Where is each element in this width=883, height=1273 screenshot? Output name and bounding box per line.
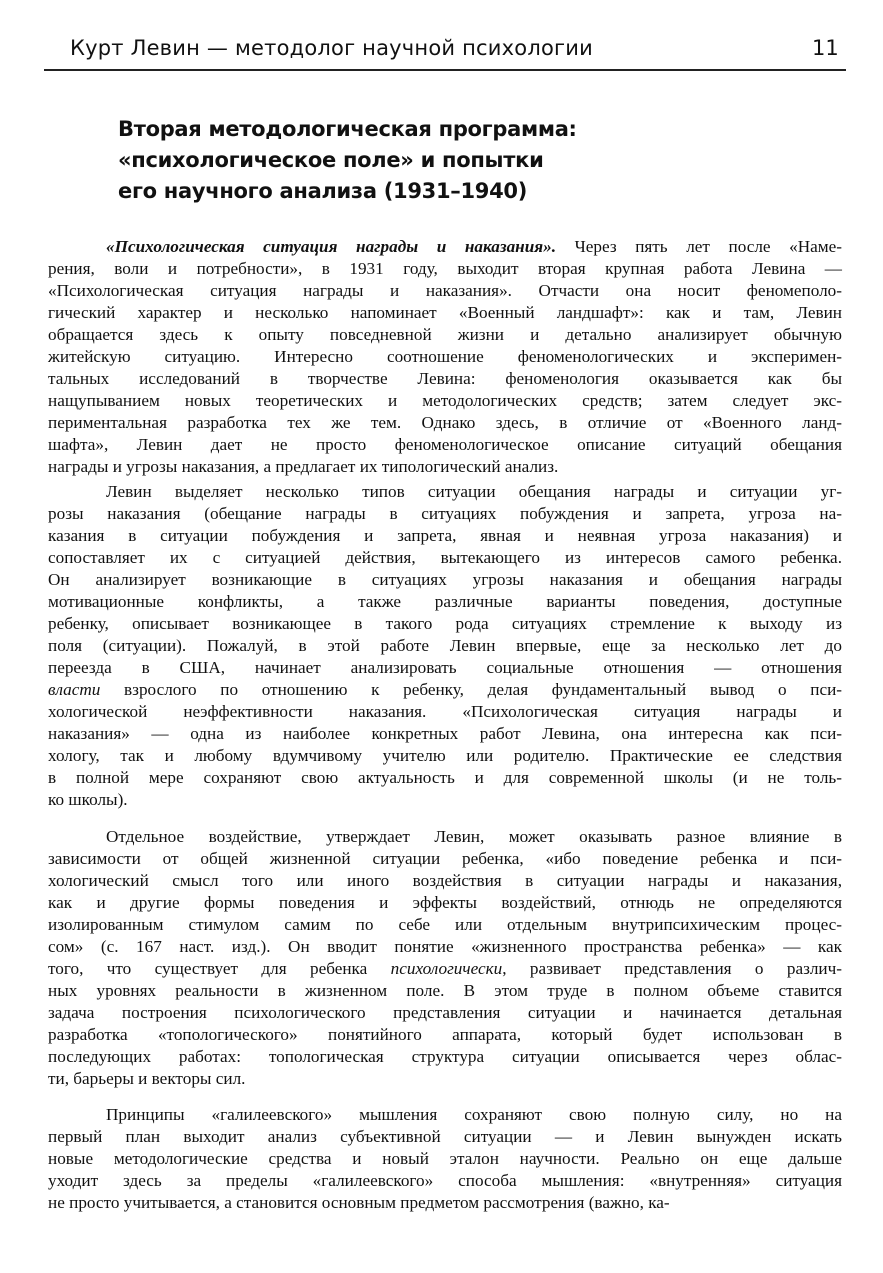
text-line [48, 1170, 842, 1192]
text-run: как и другие формы поведения и эффекты воздействий, отнюдь не определяются [48, 893, 842, 912]
text-run: новые методологические средства и новый эталон научности. Реально он еще дальше [48, 1149, 842, 1168]
text-line [48, 236, 842, 258]
text-line [48, 936, 842, 958]
text-run: рения, воли и потребности», в 1931 году, выходит вторая крупная работа Левина — [48, 259, 842, 278]
text-run: хологический смысл того или иного воздействия в ситуации награды и наказания, [48, 871, 842, 890]
text-run: того, что существует для ребенка [48, 959, 391, 978]
text-run: сопоставляет их с ситуацией действия, вытекающего из интересов самого ребенка. [48, 548, 842, 567]
emphasized-text: власти [48, 680, 101, 699]
text-run: Он анализирует возникающие в ситуациях угрозы наказания и обещания награды [48, 570, 842, 589]
text-line [48, 745, 842, 767]
running-head: Курт Левин — методолог научной психологии [70, 36, 593, 60]
text-run: гический характер и несколько напоминает «Военный ландшафт»: как и там, Левин [48, 303, 842, 322]
text-line [48, 701, 842, 723]
text-line [48, 870, 842, 892]
text-line [48, 1024, 842, 1046]
text-line [48, 848, 842, 870]
text-line [48, 456, 842, 478]
text-line [48, 346, 842, 368]
text-line [48, 434, 842, 456]
text-line [48, 525, 842, 547]
text-run: тальных исследований в творчестве Левина: феноменология оказывается как бы [48, 369, 842, 388]
text-run: «Психологическая ситуация награды и наказания». Отчасти она носит феномеполо- [48, 281, 842, 300]
text-run: не просто учитывается, а становится основным предметом рассмотрения (важно, ка- [48, 1193, 670, 1212]
text-line [48, 324, 842, 346]
text-line [48, 302, 842, 324]
text-line [48, 1068, 842, 1090]
text-line [48, 569, 842, 591]
text-run: обращается здесь к опыту повседневной жизни и детально анализирует обычную [48, 325, 842, 344]
paragraph-1 [48, 236, 842, 478]
text-line [48, 958, 842, 980]
text-run: хологу, так и любому вдумчивому учителю или родителю. Практические ее следствия [48, 746, 842, 765]
text-run: разработка «топологического» понятийного аппарата, который будет использован в [48, 1025, 842, 1044]
text-run: ко школы). [48, 790, 128, 809]
text-run: Через пять лет после «Наме- [556, 237, 842, 256]
text-run: награды и угрозы наказания, а предлагает их типологический анализ. [48, 457, 559, 476]
text-run: розы наказания (обещание награды в ситуациях побуждения и запрета, угроза на- [48, 504, 842, 523]
text-line [48, 914, 842, 936]
text-line [48, 892, 842, 914]
text-run: Отдельное воздействие, утверждает Левин, может оказывать разное влияние в [106, 827, 842, 846]
paragraph-4 [48, 1104, 842, 1214]
page-number: 11 [812, 36, 839, 60]
text-line [48, 1148, 842, 1170]
text-run: шафта», Левин дает не просто феноменологическое описание ситуаций обещания [48, 435, 842, 454]
text-line [48, 613, 842, 635]
header-rule [44, 69, 846, 71]
heading-line: его научного анализа (1931–1940) [118, 179, 528, 203]
text-line [48, 547, 842, 569]
text-run: ребенку, описывает возникающее в такого рода ситуациях стремление к выходу из [48, 614, 842, 633]
text-line [48, 1126, 842, 1148]
text-run: сом» (с. 167 наст. изд.). Он вводит понятие «жизненного пространства ребенка» — как [48, 937, 842, 956]
text-run: наказания» — одна из наиболее конкретных работ Левина, она интересна как пси- [48, 724, 842, 743]
text-line [48, 368, 842, 390]
text-line [48, 657, 842, 679]
text-run: в полной мере сохраняют свою актуальность и для современной школы (и не толь- [48, 768, 842, 787]
text-line [48, 826, 842, 848]
text-line [48, 591, 842, 613]
text-line [48, 412, 842, 434]
text-line [48, 767, 842, 789]
text-run: казания в ситуации побуждения и запрета, явная и неявная угроза наказания) и [48, 526, 842, 545]
text-run: зависимости от общей жизненной ситуации ребенка, «ибо поведение ребенка и пси- [48, 849, 842, 868]
text-run: периментальная разработка тех же тем. Однако здесь, в отличие от «Военного ланд- [48, 413, 842, 432]
heading-line: Вторая методологическая программа: [118, 117, 577, 141]
text-line [48, 1104, 842, 1126]
text-line [48, 280, 842, 302]
heading-line: «психологическое поле» и попытки [118, 148, 544, 172]
text-line [48, 481, 842, 503]
text-run: мотивационные конфликты, а также различные варианты поведения, доступные [48, 592, 842, 611]
text-line [48, 635, 842, 657]
text-run: Левин выделяет несколько типов ситуации обещания награды и ситуации уг- [106, 482, 842, 501]
text-line [48, 1002, 842, 1024]
text-run: житейскую ситуацию. Интересно соотношение феноменологических и эксперимен- [48, 347, 842, 366]
text-line [48, 1046, 842, 1068]
text-line [48, 503, 842, 525]
text-run: уходит здесь за пределы «галилеевского» способа мышления: «внутренняя» ситуация [48, 1171, 842, 1190]
text-run: Принципы «галилеевского» мышления сохраняют свою полную силу, но на [106, 1105, 842, 1124]
text-line [48, 980, 842, 1002]
text-run: переезда в США, начинает анализировать социальные отношения — отношения [48, 658, 842, 677]
emphasized-text: психологически [390, 959, 503, 978]
text-run: ти, барьеры и векторы сил. [48, 1069, 246, 1088]
text-run: поля (ситуации). Пожалуй, в этой работе Левин впервые, еще за несколько лет до [48, 636, 842, 655]
text-run: ных уровнях реальности в жизненном поле. В этом труде в полном объеме ставится [48, 981, 842, 1000]
paragraph-3 [48, 826, 842, 1090]
emphasized-text: «Психологическая ситуация награды и наказания». [106, 237, 557, 256]
text-run: нащупыванием новых теоретических и методологических средств; затем следует экс- [48, 391, 842, 410]
paragraph-2 [48, 481, 842, 811]
text-line [48, 390, 842, 412]
text-run: хологической неэффективности наказания. «Психологическая ситуация награды и [48, 702, 842, 721]
text-run: , развивает представления о различ- [502, 959, 843, 978]
text-run: взрослого по отношению к ребенку, делая фундаментальный вывод о пси- [100, 680, 842, 699]
text-line [48, 789, 842, 811]
text-line [48, 1192, 842, 1214]
text-line [48, 723, 842, 745]
text-run: последующих работах: топологическая структура ситуации описывается через облас- [48, 1047, 842, 1066]
text-run: изолированным стимулом самим по себе или отдельным внутрипсихическим процес- [48, 915, 842, 934]
text-run: задача построения психологического представления ситуации и начинается детальная [48, 1003, 842, 1022]
text-line [48, 258, 842, 280]
text-run: первый план выходит анализ субъективной ситуации — и Левин вынужден искать [48, 1127, 842, 1146]
section-heading [118, 114, 577, 207]
text-line [48, 679, 842, 701]
